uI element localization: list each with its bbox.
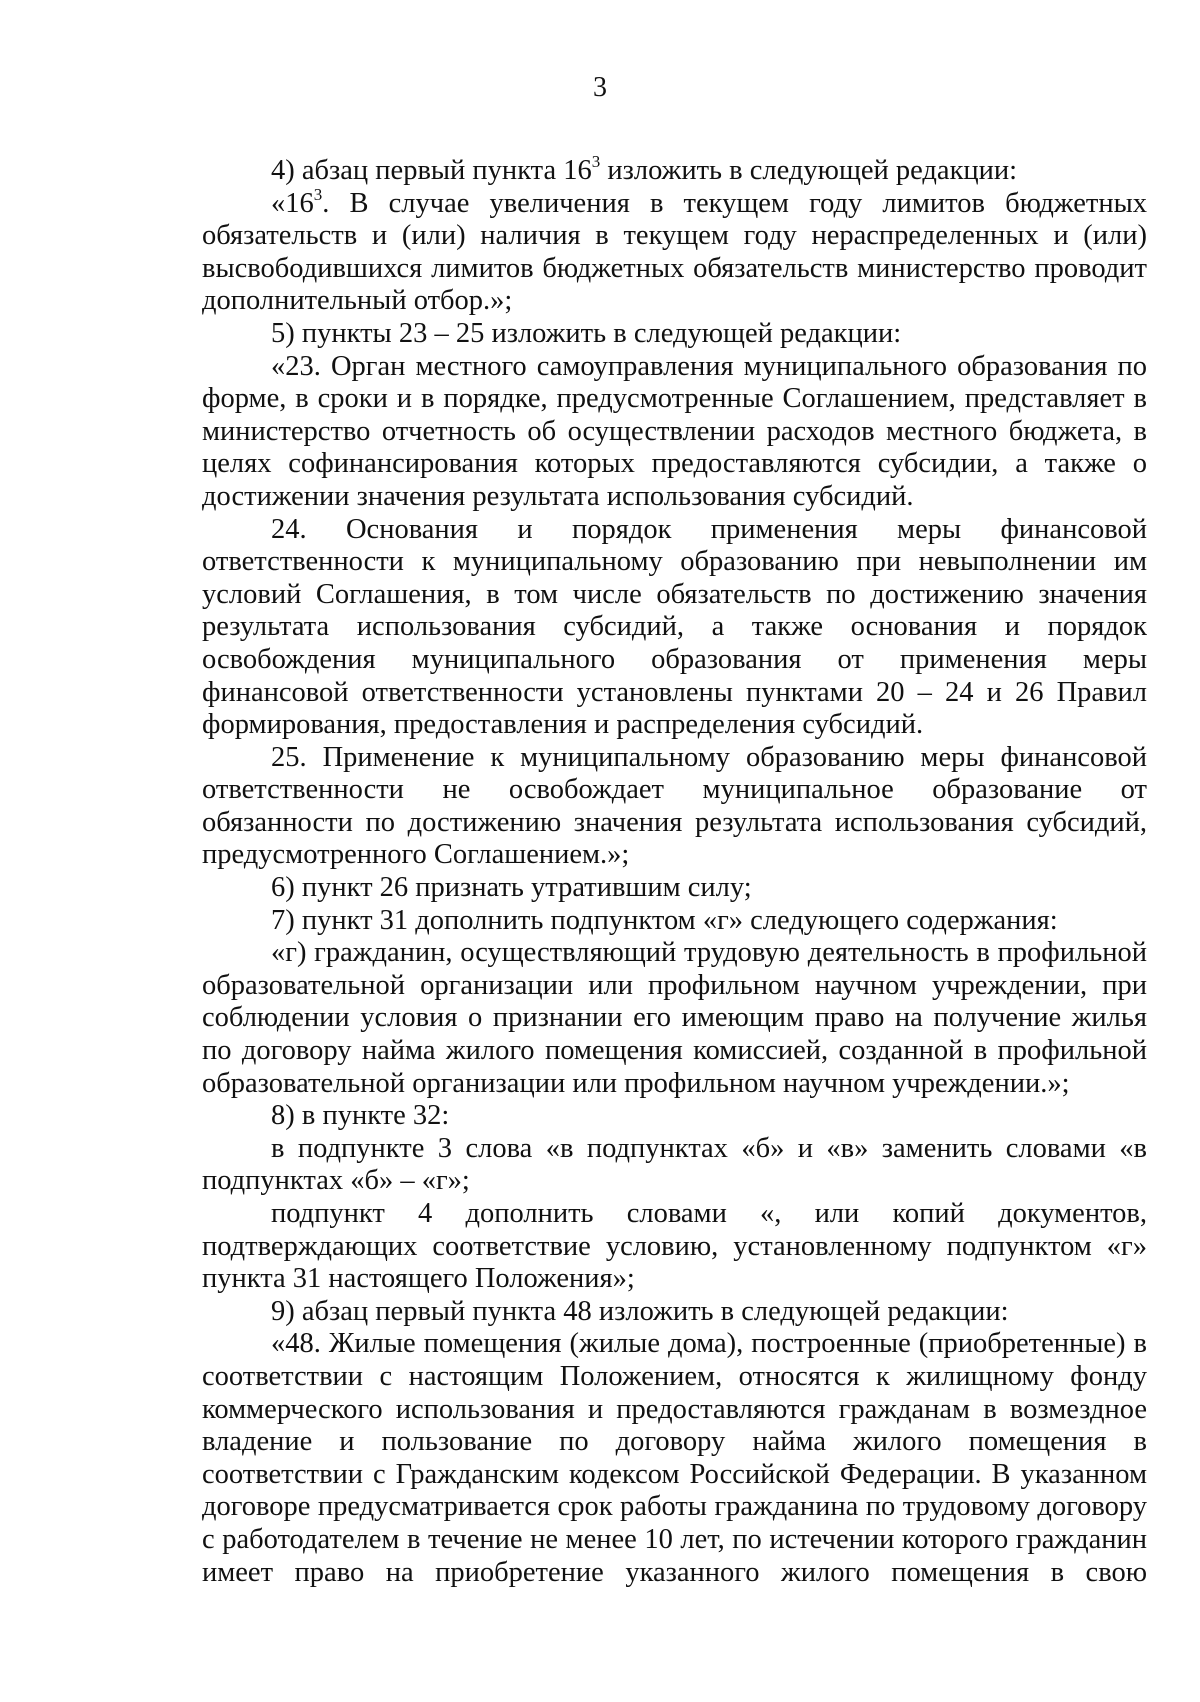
superscript: 3 (313, 184, 323, 204)
paragraph-subpoint-4: подпункт 4 дополнить словами «, или копий документов, подтверждающих соответствие условию, установленному подпунктом «г» пункта 31 настоящего Положения»; (202, 1198, 1147, 1295)
paragraph-text: . В случае увеличения в текущем году лимитов бюджетных обязательств и (или) наличия в текущем году нераспределенных и (или) высвободившихся лимитов бюджетных обязательств министерство проводит дополнительный отбор.»; (202, 187, 1147, 317)
paragraph-item-9: 9) абзац первый пункта 48 изложить в следующей редакции: (271, 1295, 1009, 1327)
paragraph-item-4 (202, 152, 1147, 188)
paragraph-item-6: 6) пункт 26 признать утратившим силу; (271, 872, 752, 904)
paragraph-text: 4) абзац первый пункта 16 (271, 155, 592, 186)
document-body (202, 152, 1147, 1589)
paragraph-point-23: «23. Орган местного самоуправления муниципального образования по форме, в сроки и в порядке, предусмотренные Соглашением, представляет в министерство отчетность об осуществлении расходов местного бюджета, в целях софинансирования которых предоставляются субсидии, а также о достижении значения результата использования субсидий. (202, 350, 1147, 512)
superscript: 3 (591, 152, 601, 171)
paragraph-subpoint-g: «г) гражданин, осуществляющий трудовую деятельность в профильной образовательной организации или профильном научном учреждении, при соблюдении условия о признании его имеющим право на получение жилья по договору найма жилого помещения комиссией, созданной в профильной образовательной организации или профильном научном учреждении.»; (202, 937, 1147, 1099)
paragraph-item-7: 7) пункт 31 дополнить подпунктом «г» следующего содержания: (271, 904, 1058, 936)
paragraph-point-25: 25. Применение к муниципальному образованию меры финансовой ответственности не освобождает муниципальное образование от обязанности по достижению значения результата использования субсидий, предусмотренного Соглашением.»; (202, 741, 1147, 871)
paragraph-point-24: 24. Основания и порядок применения меры финансовой ответственности к муниципальному образованию при невыполнении им условий Соглашения, в том числе обязательств по достижению значения результата использования субсидий, а также основания и порядок освобождения муниципального образования от применения меры финансовой ответственности установлены пунктами 20 – 24 и 26 Правил формирования, предоставления и распределения субсидий. (202, 513, 1147, 741)
paragraph-point-48: «48. Жилые помещения (жилые дома), построенные (приобретенные) в соответствии с настоящим Положением, относятся к жилищному фонду коммерческого использования и предоставляются гражданам в возмездное владение и пользование по договору найма жилого помещения в соответствии с Гражданским кодексом Российской Федерации. В указанном договоре предусматривается срок работы гражданина по трудовому договору с работодателем в течение не менее 10 лет, по истечении которого гражданин имеет право на приобретение указанного жилого помещения в свою (202, 1328, 1147, 1588)
paragraph-subpoint-3: в подпункте 3 слова «в подпунктах «б» и «в» заменить словами «в подпунктах «б» – «г»; (202, 1132, 1147, 1197)
page-number: 3 (593, 72, 607, 103)
paragraph-text: изложить в следующей редакции: (600, 155, 1018, 186)
paragraph-item-5: 5) пункты 23 – 25 изложить в следующей редакции: (271, 317, 902, 349)
paragraph-item-8: 8) в пункте 32: (271, 1100, 450, 1132)
paragraph-point-16-3 (202, 184, 1147, 318)
paragraph-text: «16 (271, 187, 314, 219)
